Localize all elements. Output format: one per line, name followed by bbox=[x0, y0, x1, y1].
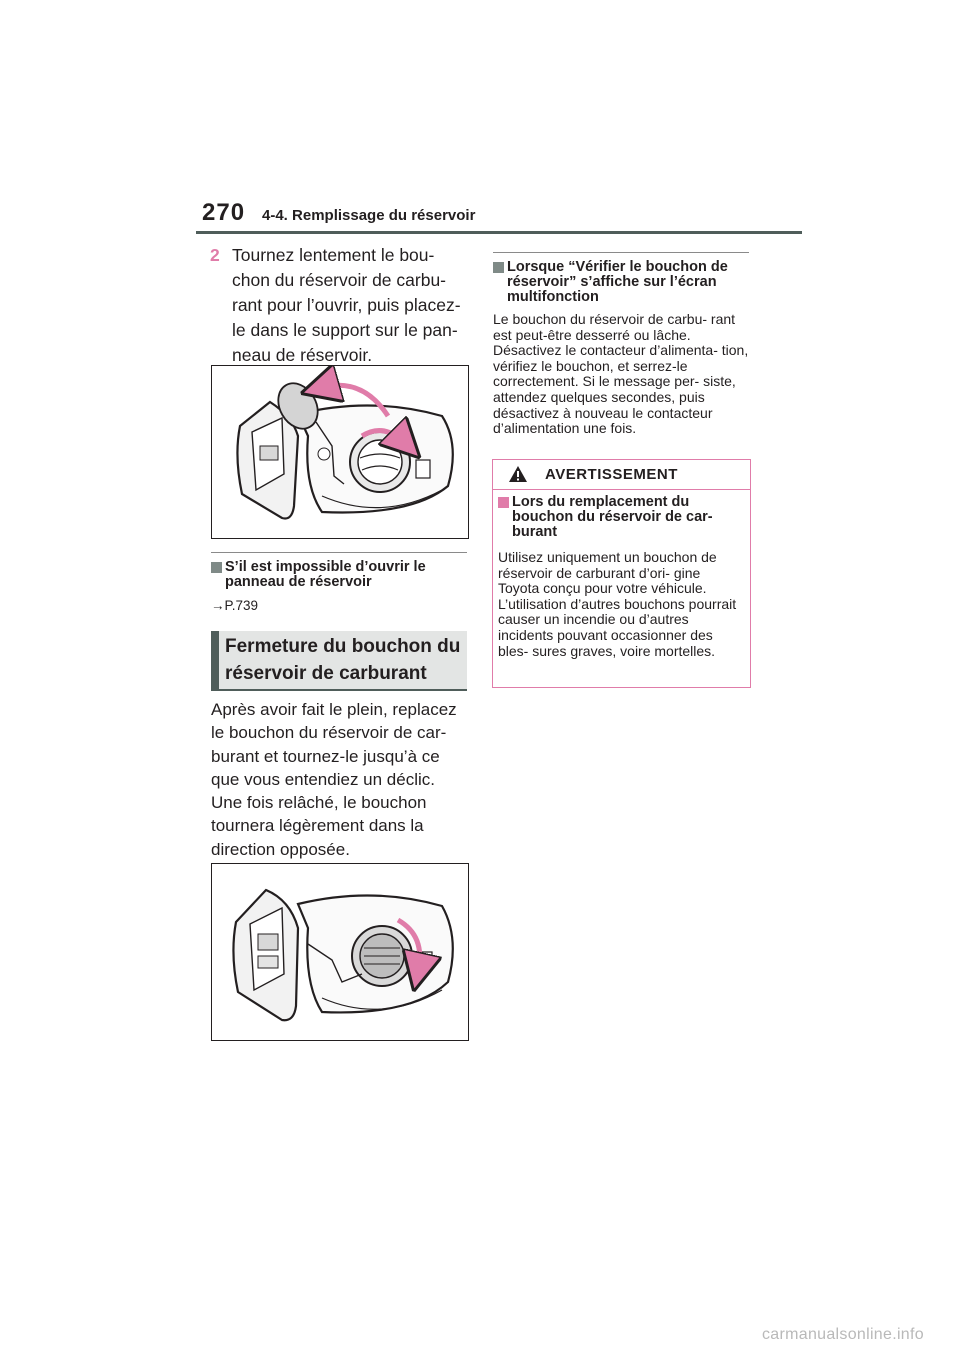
section-heading-text: Fermeture du bouchon du réservoir de carburant bbox=[225, 636, 461, 684]
step-number: 2 bbox=[210, 245, 220, 265]
section-title: 4-4. Remplissage du réservoir bbox=[262, 207, 476, 224]
subheading-open-panel: S’il est impossible d’ouvrir le panneau de réservoir bbox=[211, 560, 467, 592]
closing-paragraph: Après avoir fait le plein, replacez le bouchon du réservoir de car- burant et tournez-le jusqu’à ce que vous entendiez un déclic. Une fois relâché, le bouchon tournera légèrement dans la direction opposée. bbox=[211, 700, 457, 859]
bullet-square-icon bbox=[211, 562, 222, 573]
warning-triangle-icon bbox=[508, 465, 528, 483]
heading-stripe bbox=[211, 631, 219, 691]
warning-title: AVERTISSEMENT bbox=[545, 466, 678, 483]
step-text: Tournez lentement le bou- chon du réservoir de carbu- rant pour l’ouvrir, puis placez- le dans le support sur le pan- neau de réservoir. bbox=[232, 245, 461, 365]
subheading-check-cap: Lorsque “Vérifier le bouchon de réservoir” s’affiche sur l’écran multifonction bbox=[493, 260, 751, 308]
warning-box bbox=[492, 459, 751, 688]
bullet-square-icon bbox=[493, 262, 504, 273]
figure-open-cap bbox=[211, 365, 469, 539]
page-reference-link[interactable]: →P.739 bbox=[211, 598, 259, 613]
page-number: 270 bbox=[202, 199, 246, 226]
watermark: carmanualsonline.info bbox=[762, 1326, 924, 1343]
divider bbox=[211, 552, 467, 553]
fuel-door-close-illustration bbox=[212, 864, 468, 1040]
warning-text: Utilisez uniquement un bouchon de réservoir de carburant d’ori- gine Toyota conçu pour votre véhicule. L’utilisation d’autres bouchons pourrait causer un incendie ou d’autres incidents pouvant occasionner des bles- sures graves, voire mortelles. bbox=[498, 549, 737, 659]
figure-close-cap bbox=[211, 863, 469, 1041]
section-heading-closing bbox=[211, 631, 467, 691]
bullet-square-icon bbox=[498, 497, 509, 508]
warning-title-row bbox=[493, 460, 750, 490]
divider bbox=[493, 252, 749, 253]
header-rule bbox=[196, 231, 802, 234]
fuel-door-open-illustration bbox=[212, 366, 468, 538]
warning-subheading: Lors du remplacement du bouchon du réservoir de car- burant bbox=[498, 495, 738, 545]
check-cap-paragraph: Le bouchon du réservoir de carbu- rant est peut-être desserré ou lâche. Désactivez le contacteur d’alimenta- tion, vérifiez le bouchon, et serrez-le correctement. Si le message per- siste, attendez quelques secondes, puis désactivez à nouveau le contacteur d’alimentation une fois. bbox=[493, 311, 749, 437]
